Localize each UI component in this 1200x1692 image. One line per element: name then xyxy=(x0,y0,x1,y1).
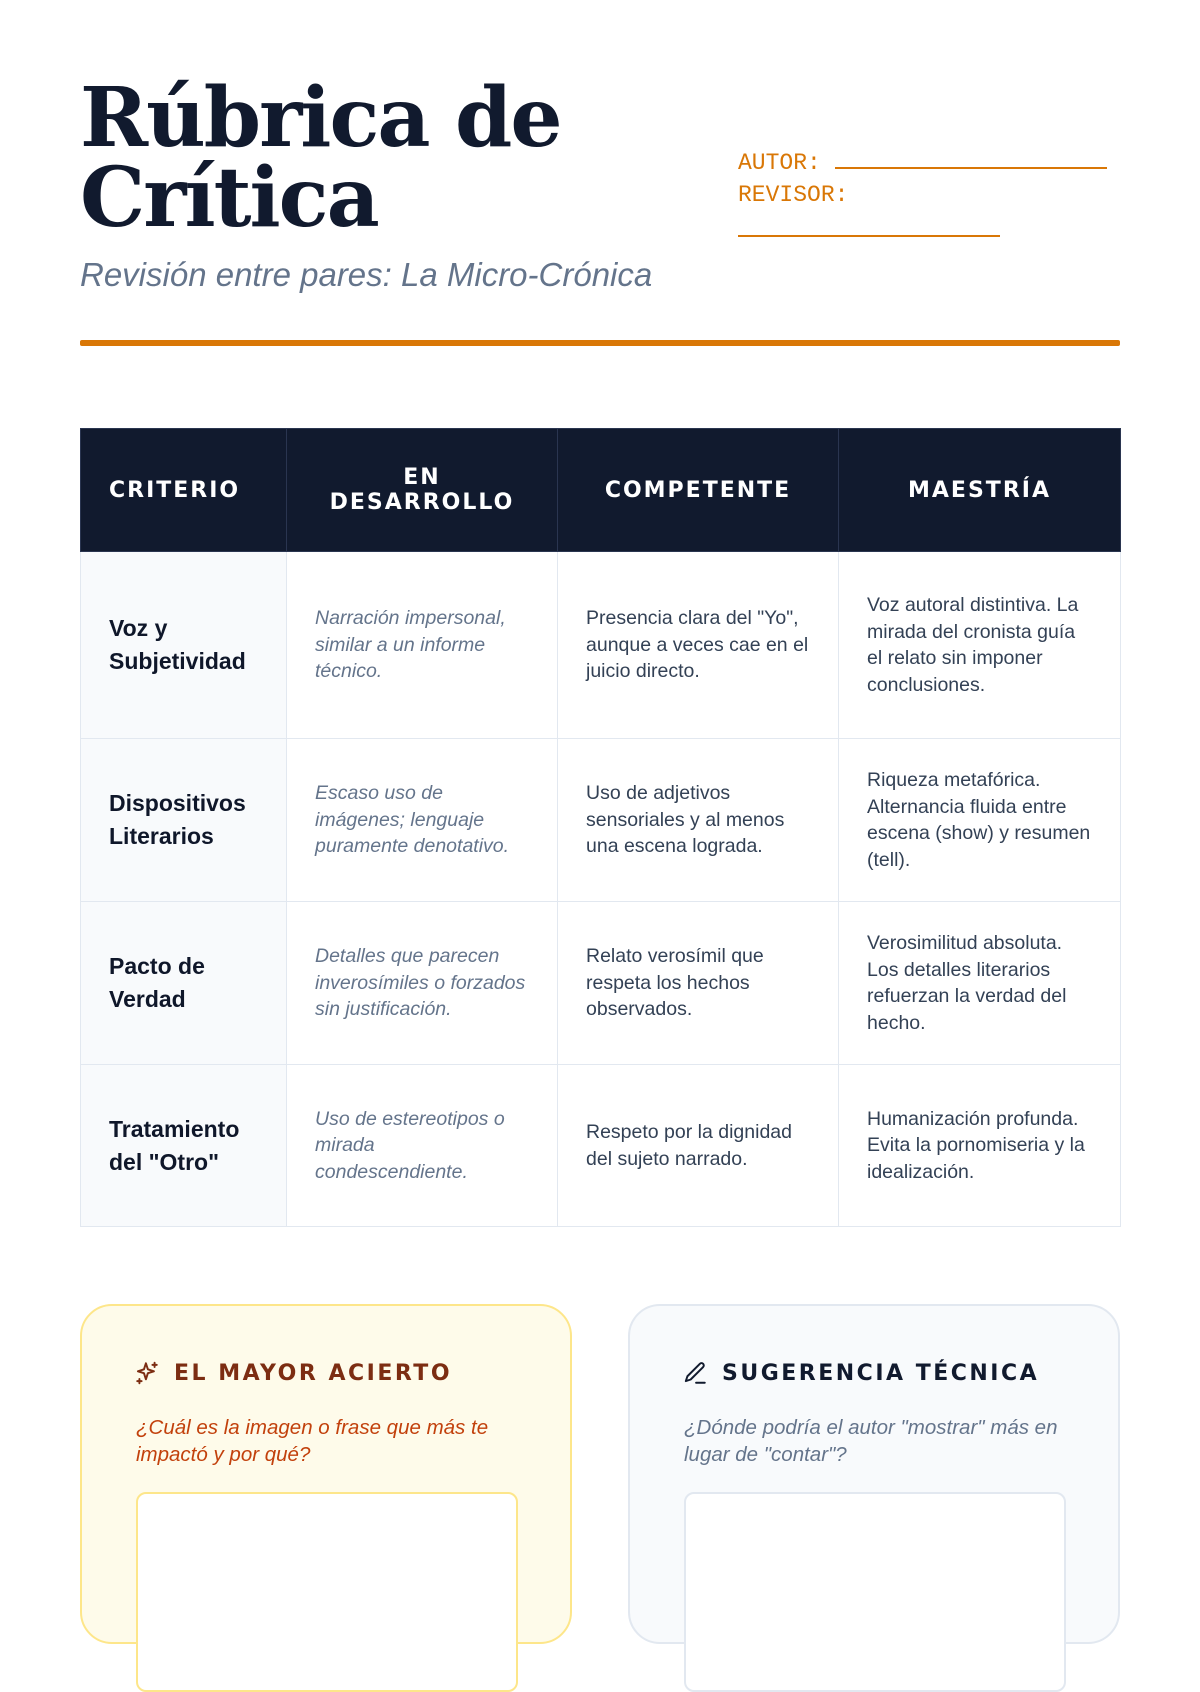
highlight-card-title: EL MAYOR ACIERTO xyxy=(174,1360,453,1386)
header-mastery: MAESTRÍA xyxy=(839,429,1121,552)
sparkles-icon xyxy=(134,1360,160,1386)
suggestion-card xyxy=(628,1304,1120,1644)
competent-cell: Respeto por la dignidad del sujeto narrado. xyxy=(558,1065,839,1227)
developing-cell: Uso de estereotipos o mirada condescendiente. xyxy=(287,1065,558,1227)
highlight-card-prompt: ¿Cuál es la imagen o frase que más te impactó y por qué? xyxy=(136,1416,489,1466)
rubric-table xyxy=(80,428,1121,1227)
mastery-cell: Verosimilitud absoluta. Los detalles literarios refuerzan la verdad del hecho. xyxy=(839,902,1121,1065)
mastery-cell: Riqueza metafórica. Alternancia fluida entre escena (show) y resumen (tell). xyxy=(839,739,1121,902)
header-criterion: CRITERIO xyxy=(81,429,287,552)
competent-cell: Relato verosímil que respeta los hechos observados. xyxy=(558,902,839,1065)
reviewer-blank[interactable] xyxy=(738,211,1000,237)
table-row xyxy=(81,1065,1121,1227)
criterion-cell: Voz y Subjetividad xyxy=(81,552,287,739)
criterion-cell: Pacto de Verdad xyxy=(81,902,287,1065)
suggestion-answer-box[interactable] xyxy=(684,1492,1066,1692)
title-line-2: Crítica xyxy=(80,150,378,246)
mastery-cell: Voz autoral distintiva. La mirada del cronista guía el relato sin imponer conclusiones. xyxy=(839,552,1121,739)
criterion-cell: Dispositivos Literarios xyxy=(81,739,287,902)
table-row xyxy=(81,739,1121,902)
table-row xyxy=(81,902,1121,1065)
reviewer-label: REVISOR: xyxy=(738,182,849,208)
author-field[interactable] xyxy=(738,143,1120,179)
highlight-card xyxy=(80,1304,572,1644)
developing-cell: Escaso uso de imágenes; lenguaje puramente denotativo. xyxy=(287,739,558,902)
reviewer-field[interactable] xyxy=(738,179,1120,211)
reviewer-blank-row[interactable] xyxy=(738,211,1120,247)
developing-cell: Narración impersonal, similar a un informe técnico. xyxy=(287,552,558,739)
competent-cell: Presencia clara del "Yo", aunque a veces cae en el juicio directo. xyxy=(558,552,839,739)
title-line-1: Rúbrica de xyxy=(80,70,561,166)
author-label: AUTOR: xyxy=(738,150,821,176)
header xyxy=(80,70,1120,348)
page-title xyxy=(80,70,680,246)
mastery-cell: Humanización profunda. Evita la pornomiseria y la idealización. xyxy=(839,1065,1121,1227)
developing-cell: Detalles que parecen inverosímiles o forzados sin justificación. xyxy=(287,902,558,1065)
highlight-answer-box[interactable] xyxy=(136,1492,518,1692)
page-subtitle: Revisión entre pares: La Micro-Crónica xyxy=(80,256,653,293)
author-blank[interactable] xyxy=(835,143,1107,169)
criterion-cell: Tratamiento del "Otro" xyxy=(81,1065,287,1227)
suggestion-card-heading xyxy=(682,1360,1039,1386)
pen-icon xyxy=(682,1360,708,1386)
suggestion-card-prompt: ¿Dónde podría el autor "mostrar" más en lugar de "contar"? xyxy=(684,1416,1058,1466)
suggestion-card-title: SUGERENCIA TÉCNICA xyxy=(722,1360,1040,1386)
competent-cell: Uso de adjetivos sensoriales y al menos una escena lograda. xyxy=(558,739,839,902)
header-competent: COMPETENTE xyxy=(558,429,839,552)
table-row xyxy=(81,552,1121,739)
header-divider xyxy=(80,340,1120,346)
highlight-card-heading xyxy=(134,1360,452,1386)
header-developing: EN DESARROLLO xyxy=(287,429,558,552)
meta-fields xyxy=(738,143,1120,247)
table-header-row xyxy=(81,429,1121,552)
